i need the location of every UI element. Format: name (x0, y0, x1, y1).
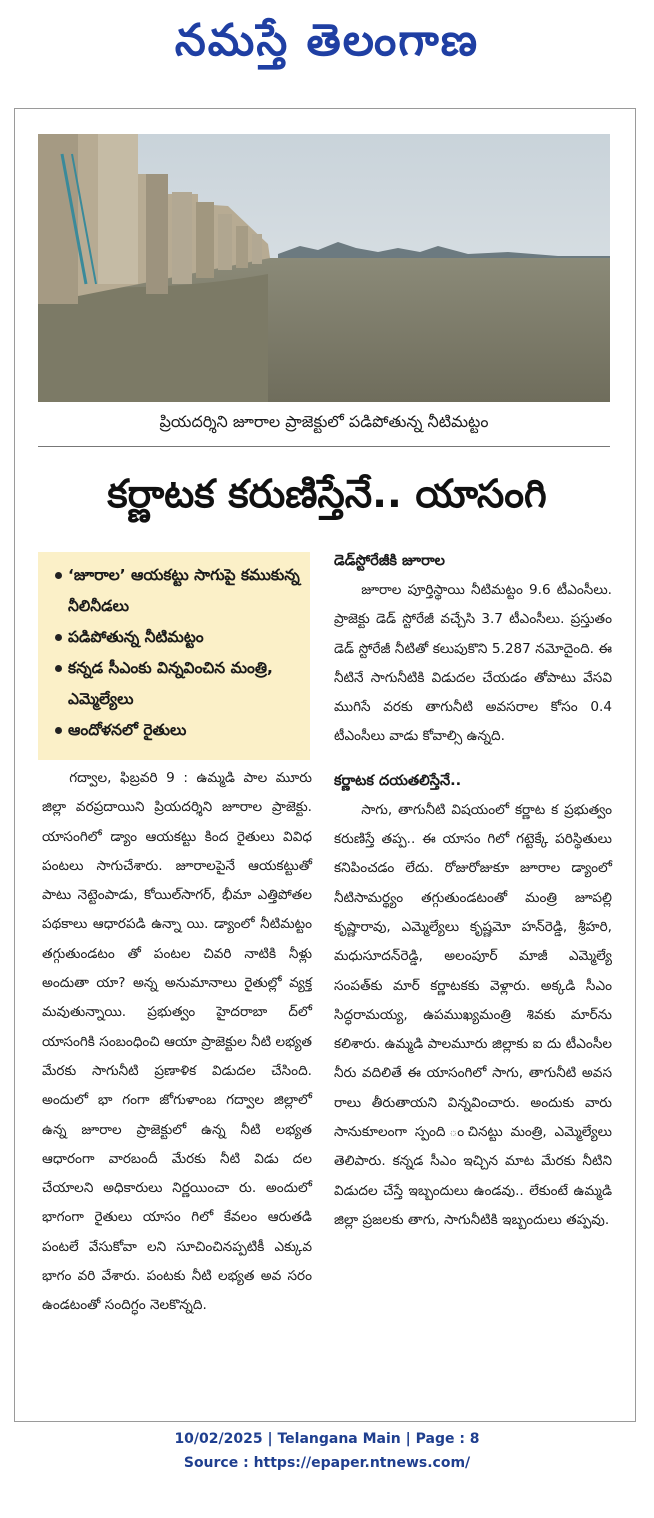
highlights-box (38, 552, 310, 760)
source-label: Source : (183, 1455, 254, 1471)
caption-rule (38, 446, 610, 447)
body-column-left (42, 764, 312, 1321)
source-link[interactable]: https://epaper.ntnews.com/ (253, 1455, 471, 1471)
highlight-item: పడిపోతున్న నీటిమట్టం (68, 622, 302, 653)
dam-photo (38, 134, 610, 402)
body-column-right (334, 546, 612, 1235)
highlight-item: కన్నడ సీఎంకు విన్నవించిన మంత్రి, ఎమ్మెల్యేలు (68, 653, 302, 715)
body-paragraph: జూరాల పూర్తిస్థాయి నీటిమట్టం 9.6 టీఎంసీలు. ప్రాజెక్టు డెడ్ స్టోరేజీ వచ్చేసి 3.7 టీఎంసీలు. ప్రస్తుతం డెడ్ స్టోరేజీ నీటితో కలుపుకొని 5.287 నమోదైంది. ఈ నీటినే సాగునీటికి విడుదల చేయడం తోపాటు వేసవి ముగిసే వరకు తాగునీటి అవసరాల కోసం 0.4 టీఎంసీలు వాడు కోవాల్సి ఉన్నది. (334, 582, 612, 745)
photo-caption: ప్రియదర్శిని జూరాల ప్రాజెక్టులో పడిపోతున్న నీటిమట్టం (159, 412, 489, 431)
subhead-karnataka: కర్ణాటక దయతలిస్తేనే.. (334, 772, 462, 789)
headline: కర్ణాటక కరుణిస్తేనే.. యాసంగి (107, 472, 547, 517)
footer-date-line: 10/02/2025 | Telangana Main | Page : 8 (174, 1431, 480, 1447)
highlight-item: ‘జూరాల’ ఆయకట్టు సాగుపై కముకున్న నీలినీడలు (68, 560, 302, 622)
subhead-dead-storage: డెడ్‌స్టోరేజీకి జూరాల (334, 553, 445, 569)
masthead-logo: నమస్తే తెలంగాణ (174, 15, 480, 66)
footer-source-line (0, 1452, 654, 1474)
highlight-item: ఆందోళనలో రైతులు (68, 715, 302, 746)
body-paragraph: సాగు, తాగునీటి విషయంలో కర్ణాట క ప్రభుత్వం కరుణిస్తే తప్ప.. ఈ యాసం గిలో గట్టెక్కే పరిస్థితులు కనిపించడం లేదు. రోజురోజుకూ జూరాల డ్యాంలో నీటిసామర్థ్యం తగ్గుతుండటంతో మంత్రి జూపల్లి కృష్ణారావు, ఎమ్మెల్యేలు కృష్ణమో హన్‌రెడ్డి, శ్రీహరి, మధుసూదన్‌రెడ్డి, అలంపూర్ మాజీ ఎమ్మెల్యే సంపత్‌కు మార్ కర్ణాటకకు వెళ్లారు. అక్కడి సీఎం సిద్ధరామయ్య, ఉపముఖ్యమంత్రి శివకు మార్‌ను కలిశారు. ఉమ్మడి పాలమూరు జిల్లాకు ఐ దు టీఎంసీల నీరు వదిలితే ఈ యాసంగిలో సాగు, తాగునీటి అవస రాలు తీరుతాయని విన్నవించారు. అందుకు వారు సానుకూలంగా స్పంది ంచినట్టు మంత్రి, ఎమ్మెల్యేలు తెలిపారు. కన్నడ సీఎం ఇచ్చిన మాట మేరకు నీటిని విడుదల చేస్తే ఇబ్బందులు ఉండవు.. లేకుంటే ఉమ్మడి జిల్లా ప్రజలకు తాగు, సాగునీటికి ఇబ్బందులు తప్పవు. (334, 801, 612, 1228)
body-paragraph: గద్వాల, ఫిబ్రవరి 9 : ఉమ్మడి పాల మూరు జిల్లా వరప్రదాయిని ప్రియదర్శిని జూరాల ప్రాజెక్టు. యాసంగిలో డ్యాం ఆయకట్టు కింద రైతులు వివిధ పంటలు సాగుచేశారు. జూరాలపైనే ఆయకట్టుతో పాటు నెట్టెంపాడు, కోయిల్‌సాగర్, భీమా ఎత్తిపోతల పథకాలు ఆధారపడి ఉన్నా యి. డ్యాంలో నీటిమట్టం తగ్గుతుండటం తో పంటల చివరి నాటికి నీళ్లు అందుతా యా? అన్న అనుమానాలు రైతుల్లో వ్యక్త మవుతున్నాయి. ప్రభుత్వం హైదరాబా ద్‌లో యాసంగికి సంబంధించి ఆయా ప్రాజెక్టుల నీటి లభ్యత మేరకు సాగునీటి ప్రణాళిక విడుదల చేసింది. అందులో భా గంగా జోగుళాంబ గద్వాల జిల్లాలో ఉన్న జూరాల ప్రాజెక్టులో ఉన్న నీటి లభ్యత ఆధారంగా వారబందీ మేరకు నీటి విడు దల చేయాలని అధికారులు నిర్ణయించా రు. అందులో భాగంగా రైతులు యాసం గిలో కేవలం ఆరుతడి పంటలే వేసుకోవా లని సూచించినప్పటికీ ఎక్కువ భాగం వరి వేశారు. పంటకు నీటి లభ్యత అవ సరం ఉండటంతో సందిగ్ధం నెలకొన్నది. (42, 770, 312, 1314)
